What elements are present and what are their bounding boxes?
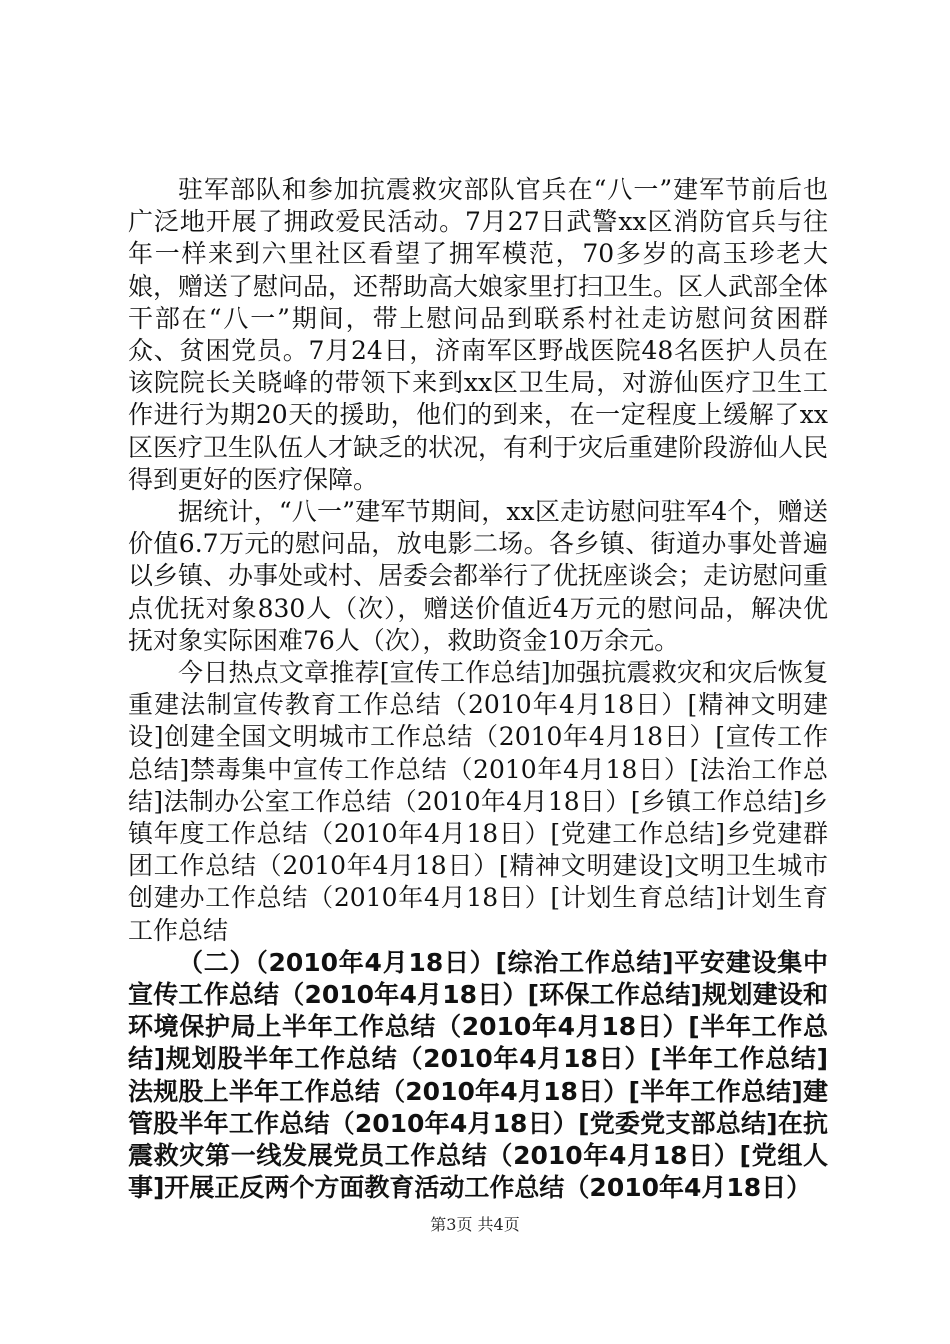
page-number: 第3页 共4页 (430, 1215, 520, 1234)
paragraph-army-activities: 驻军部队和参加抗震救灾部队官兵在“八一”建军节前后也广泛地开展了拥政爱民活动。7月27日武警xx区消防官兵与往年一样来到六里社区看望了拥军模范，70多岁的高玉珍老大娘，赠送了慰问品，还帮助高大娘家里打扫卫生。区人武部全体干部在“八一”期间，带上慰问品到联系村社走访慰问贫困群众、贫困党员。7月24日，济南军区野战医院48名医护人员在该院院长关晓峰的带领下来到xx区卫生局，对游仙医疗卫生工作进行为期20天的援助，他们的到来，在一定程度上缓解了xx区医疗卫生队伍人才缺乏的状况，有利于灾后重建阶段游仙人民得到更好的医疗保障。 (128, 175, 829, 494)
page-footer (0, 1215, 950, 1235)
paragraph-statistics: 据统计，“八一”建军节期间，xx区走访慰问驻军4个，赠送价值6.7万元的慰问品，放电影二场。各乡镇、街道办事处普遍以乡镇、办事处或村、居委会都举行了优抚座谈会；走访慰问重点优抚对象830人（次），赠送价值近4万元的慰问品，解决优抚对象实际困难76人（次），救助资金10万余元。 (128, 497, 829, 655)
document-body (128, 174, 828, 1205)
paragraph-recommended-articles: 今日热点文章推荐[宣传工作总结]加强抗震救灾和灾后恢复重建法制宣传教育工作总结（2010年4月18日）[精神文明建设]创建全国文明城市工作总结（2010年4月18日）[宣传工作总结]禁毒集中宣传工作总结（2010年4月18日）[法治工作总结]法制办公室工作总结（2010年4月18日）[乡镇工作总结]乡镇年度工作总结（2010年4月18日）[党建工作总结]乡党建群团工作总结（2010年4月18日）[精神文明建设]文明卫生城市创建办工作总结（2010年4月18日）[计划生育总结]计划生育工作总结 (128, 658, 828, 945)
paragraph-section-two: （二）（2010年4月18日）[综治工作总结]平安建设集中宣传工作总结（2010年4月18日）[环保工作总结]规划建设和环境保护局上半年工作总结（2010年4月18日）[半年工作总结]规划股半年工作总结（2010年4月18日）[半年工作总结]法规股上半年工作总结（2010年4月18日）[半年工作总结]建管股半年工作总结（2010年4月18日）[党委党支部总结]在抗震救灾第一线发展党员工作总结（2010年4月18日）[党组人事]开展正反两个方面教育活动工作总结（2010年4月18日） (128, 947, 828, 1203)
